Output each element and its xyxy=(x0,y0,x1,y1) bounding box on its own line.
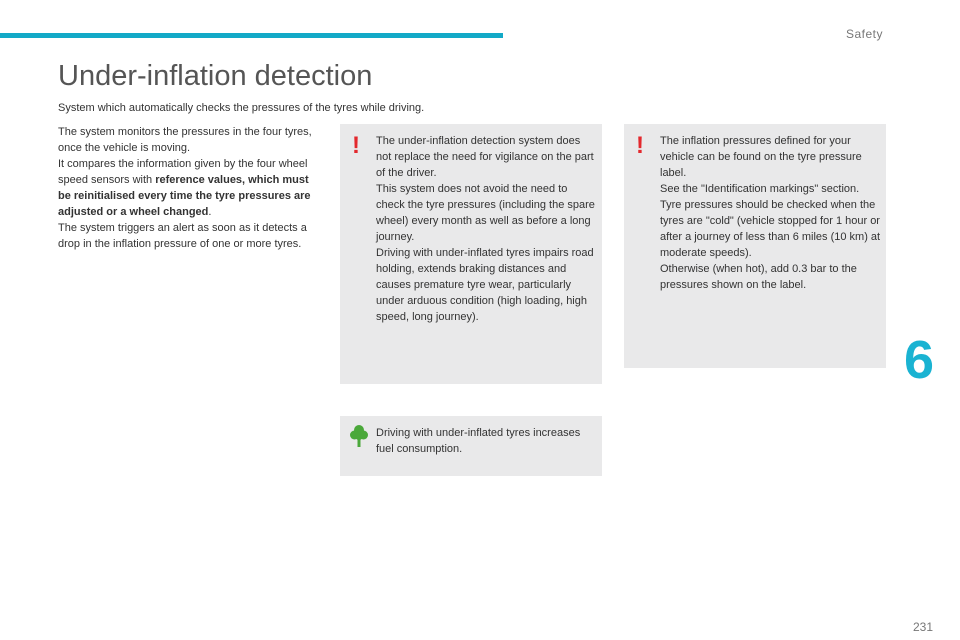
warning-2-paragraph-2: See the "Identification markings" section. xyxy=(660,183,860,195)
chapter-number: 6 xyxy=(904,330,935,390)
warning-2-paragraph-4: Otherwise (when hot), add 0.3 bar to the pressures shown on the label. xyxy=(660,263,857,291)
exclamation-icon: ! xyxy=(636,132,644,159)
page-subtitle: System which automatically checks the pressures of the tyres while driving. xyxy=(58,102,425,114)
warning-2-paragraph-1: The inflation pressures defined for your vehicle can be found on the tyre pressure label. xyxy=(660,135,862,179)
intro-p2-end: . xyxy=(208,206,212,218)
intro-paragraph-3: The system triggers an alert as soon as it detects a drop in the inflation pressure of one or more tyres. xyxy=(58,222,307,250)
warning-1-paragraph-1: The under-inflation detection system does not replace the need for vigilance on the part of the driver. xyxy=(376,135,594,179)
tree-icon xyxy=(350,424,368,448)
warning-box-1-text xyxy=(376,133,598,325)
intro-p2-bold: reference values, which must be reinitialised every time the tyre pressures are adjusted or a wheel changed xyxy=(58,174,311,218)
warning-1-paragraph-3: Driving with under-inflated tyres impairs road holding, extends braking distances and causes premature tyre wear, particularly under arduous condition (high loading, high speed, long journey). xyxy=(376,247,594,323)
header-accent-bar xyxy=(0,33,503,38)
intro-paragraph-2 xyxy=(58,156,318,220)
eco-box-text xyxy=(376,425,598,457)
exclamation-icon: ! xyxy=(352,132,360,159)
page-number: 231 xyxy=(913,620,934,634)
warning-2-paragraph-3: Tyre pressures should be checked when the tyres are "cold" (vehicle stopped for 1 hour or after a journey of less than 6 miles (10 km) at moderate speeds). xyxy=(660,199,881,259)
intro-p2-start: It compares the information given by the four wheel speed sensors with xyxy=(58,158,308,186)
eco-paragraph: Driving with under-inflated tyres increases fuel consumption. xyxy=(376,427,581,455)
warning-1-paragraph-2: This system does not avoid the need to check the tyre pressures (including the spare wheel) every month as well as before a long journey. xyxy=(376,183,595,243)
page-title: Under-inflation detection xyxy=(58,60,373,92)
section-label: Safety xyxy=(846,27,884,41)
warning-box-vigilance xyxy=(340,124,602,384)
intro-paragraph-1: The system monitors the pressures in the four tyres, once the vehicle is moving. xyxy=(58,126,312,154)
warning-box-pressures xyxy=(624,124,886,368)
intro-text xyxy=(58,124,318,252)
warning-box-2-text xyxy=(660,133,882,293)
eco-box xyxy=(340,416,602,476)
